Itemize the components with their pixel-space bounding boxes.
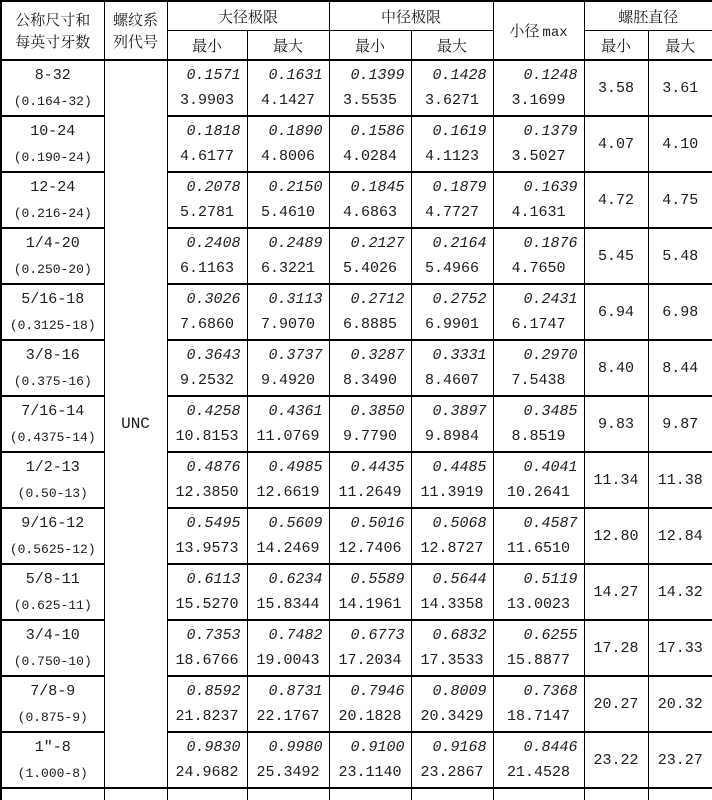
partial-cutoff-row xyxy=(1,788,712,800)
pitch-min-cell xyxy=(329,172,411,228)
major-max-cell xyxy=(247,228,329,284)
major-min-inch-value: 0.1818 xyxy=(186,123,241,140)
major-max-cell xyxy=(247,620,329,676)
header-thread-series-line1: 螺纹系 xyxy=(112,10,158,29)
minor-max-inch-value: 0.2431 xyxy=(523,291,578,308)
blank-max-cell: 17.33 xyxy=(648,620,712,676)
series-designation-cell: UNC xyxy=(104,60,167,788)
pitch-min-mm-value: 23.1140 xyxy=(338,764,402,781)
pitch-min-cell xyxy=(329,620,411,676)
size-label: 1"-8 xyxy=(34,739,71,756)
pitch-max-inch-value: 0.8009 xyxy=(432,683,487,700)
minor-max-mm-value: 7.5438 xyxy=(511,372,566,389)
pitch-max-cell xyxy=(411,284,493,340)
minor-max-mm-value: 4.1631 xyxy=(511,204,566,221)
pitch-max-mm-value: 12.8727 xyxy=(420,540,484,557)
size-cell xyxy=(1,396,104,452)
size-decimal-label: (0.50-13) xyxy=(17,486,88,501)
minor-max-cell xyxy=(493,60,584,116)
blank-min-cell: 8.40 xyxy=(584,340,648,396)
blank-max-cell: 23.27 xyxy=(648,732,712,788)
header-group-row xyxy=(1,1,712,31)
blank-min-cell: 4.72 xyxy=(584,172,648,228)
pitch-min-mm-value: 8.3490 xyxy=(343,372,398,389)
minor-max-mm-value: 10.2641 xyxy=(507,484,571,501)
blank-min-cell: 17.28 xyxy=(584,620,648,676)
major-max-cell xyxy=(247,284,329,340)
major-max-cell xyxy=(247,452,329,508)
major-max-mm-value: 6.3221 xyxy=(261,260,316,277)
pitch-max-mm-value: 14.3358 xyxy=(420,596,484,613)
pitch-min-cell xyxy=(329,396,411,452)
major-max-inch-value: 0.3737 xyxy=(268,347,323,364)
major-max-mm-value: 14.2469 xyxy=(256,540,320,557)
size-label: 1/4-20 xyxy=(25,235,80,252)
major-max-mm-value: 4.8006 xyxy=(261,148,316,165)
major-min-mm-value: 15.5270 xyxy=(175,596,239,613)
header-thread-series xyxy=(104,1,167,60)
major-min-cell xyxy=(167,620,247,676)
pitch-min-inch-value: 0.4435 xyxy=(350,459,405,476)
blank-min-cell: 4.07 xyxy=(584,116,648,172)
pitch-max-cell xyxy=(411,508,493,564)
pitch-max-inch-value: 0.1619 xyxy=(432,123,487,140)
minor-max-cell xyxy=(493,452,584,508)
major-min-inch-value: 0.6113 xyxy=(186,571,241,588)
header-nominal-size-line2: 每英寸牙数 xyxy=(15,32,91,51)
header-thread-series-line2: 列代号 xyxy=(112,32,158,51)
blank-max-cell: 9.87 xyxy=(648,396,712,452)
major-max-mm-value: 25.3492 xyxy=(256,764,320,781)
major-min-cell xyxy=(167,172,247,228)
size-label: 8-32 xyxy=(34,67,71,84)
size-decimal-label: (0.875-9) xyxy=(17,710,88,725)
major-min-cell xyxy=(167,116,247,172)
major-max-inch-value: 0.4985 xyxy=(268,459,323,476)
pitch-max-mm-value: 23.2867 xyxy=(420,764,484,781)
pitch-max-inch-value: 0.1428 xyxy=(432,67,487,84)
blank-min-cell: 5.45 xyxy=(584,228,648,284)
pitch-max-mm-value: 4.1123 xyxy=(425,148,480,165)
header-blank-diameter: 螺胚直径 xyxy=(584,1,712,31)
pitch-min-inch-value: 0.2712 xyxy=(350,291,405,308)
blank-min-cell: 20.27 xyxy=(584,676,648,732)
minor-max-inch-value: 0.5119 xyxy=(523,571,578,588)
minor-max-mm-value: 3.1699 xyxy=(511,92,566,109)
major-min-inch-value: 0.3026 xyxy=(186,291,241,308)
blank-min-cell: 3.58 xyxy=(584,60,648,116)
major-min-inch-value: 0.4258 xyxy=(186,403,241,420)
pitch-max-mm-value: 4.7727 xyxy=(425,204,480,221)
pitch-min-mm-value: 17.2034 xyxy=(338,652,402,669)
size-decimal-label: (0.190-24) xyxy=(13,150,92,165)
pitch-max-cell xyxy=(411,620,493,676)
minor-max-mm-value: 13.0023 xyxy=(507,596,571,613)
major-min-cell xyxy=(167,60,247,116)
minor-max-inch-value: 0.3485 xyxy=(523,403,578,420)
pitch-min-mm-value: 5.4026 xyxy=(343,260,398,277)
pitch-min-mm-value: 14.1961 xyxy=(338,596,402,613)
size-decimal-label: (1.000-8) xyxy=(17,766,88,781)
pitch-max-mm-value: 6.9901 xyxy=(425,316,480,333)
minor-max-cell xyxy=(493,508,584,564)
major-min-mm-value: 7.6860 xyxy=(179,316,234,333)
size-cell xyxy=(1,340,104,396)
size-decimal-label: (0.5625-12) xyxy=(9,542,96,557)
major-min-mm-value: 24.9682 xyxy=(175,764,239,781)
pitch-min-mm-value: 3.5535 xyxy=(343,92,398,109)
major-max-mm-value: 15.8344 xyxy=(256,596,320,613)
size-decimal-label: (0.3125-18) xyxy=(9,318,96,333)
major-max-mm-value: 9.4920 xyxy=(261,372,316,389)
major-min-mm-value: 10.8153 xyxy=(175,428,239,445)
pitch-max-cell xyxy=(411,452,493,508)
minor-max-cell xyxy=(493,620,584,676)
major-max-cell xyxy=(247,396,329,452)
pitch-max-mm-value: 11.3919 xyxy=(420,484,484,501)
blank-max-cell: 6.98 xyxy=(648,284,712,340)
major-min-inch-value: 0.5495 xyxy=(186,515,241,532)
minor-max-cell xyxy=(493,228,584,284)
pitch-min-cell xyxy=(329,284,411,340)
major-max-inch-value: 0.2489 xyxy=(268,235,323,252)
size-label: 3/8-16 xyxy=(25,347,80,364)
blank-max-cell: 8.44 xyxy=(648,340,712,396)
pitch-min-inch-value: 0.5589 xyxy=(350,571,405,588)
major-max-cell xyxy=(247,508,329,564)
blank-min-cell: 6.94 xyxy=(584,284,648,340)
pitch-max-mm-value: 8.4607 xyxy=(425,372,480,389)
minor-max-mm-value: 15.8877 xyxy=(507,652,571,669)
pitch-min-inch-value: 0.2127 xyxy=(350,235,405,252)
header-nominal-size xyxy=(1,1,104,60)
blank-max-cell: 4.10 xyxy=(648,116,712,172)
major-min-inch-value: 0.2078 xyxy=(186,179,241,196)
pitch-max-mm-value: 17.3533 xyxy=(420,652,484,669)
minor-max-inch-value: 0.8446 xyxy=(523,739,578,756)
minor-max-inch-value: 0.7368 xyxy=(523,683,578,700)
pitch-min-mm-value: 4.6863 xyxy=(343,204,398,221)
blank-max-cell: 20.32 xyxy=(648,676,712,732)
header-pitch-min: 最小 xyxy=(329,31,411,61)
major-min-inch-value: 0.2408 xyxy=(186,235,241,252)
pitch-max-inch-value: 0.9168 xyxy=(432,739,487,756)
header-pitch-diameter-limits: 中径极限 xyxy=(329,1,493,31)
pitch-max-inch-value: 0.5644 xyxy=(432,571,487,588)
minor-max-mm-value: 6.1747 xyxy=(511,316,566,333)
major-max-cell xyxy=(247,732,329,788)
size-label: 5/16-18 xyxy=(21,291,85,308)
minor-max-cell xyxy=(493,564,584,620)
size-cell xyxy=(1,228,104,284)
pitch-min-cell xyxy=(329,60,411,116)
blank-min-cell: 12.80 xyxy=(584,508,648,564)
pitch-min-inch-value: 0.6773 xyxy=(350,627,405,644)
size-cell xyxy=(1,284,104,340)
minor-max-mm-value: 4.7650 xyxy=(511,260,566,277)
major-max-inch-value: 0.4361 xyxy=(268,403,323,420)
blank-min-cell: 14.27 xyxy=(584,564,648,620)
minor-max-mm-value: 18.7147 xyxy=(507,708,571,725)
size-label: 7/8-9 xyxy=(30,683,76,700)
major-min-inch-value: 0.4876 xyxy=(186,459,241,476)
blank-max-cell: 11.38 xyxy=(648,452,712,508)
pitch-min-cell xyxy=(329,340,411,396)
size-cell xyxy=(1,116,104,172)
blank-max-cell: 14.32 xyxy=(648,564,712,620)
size-cell xyxy=(1,508,104,564)
major-max-inch-value: 0.7482 xyxy=(268,627,323,644)
major-min-cell xyxy=(167,676,247,732)
major-max-inch-value: 0.8731 xyxy=(268,683,323,700)
major-min-inch-value: 0.7353 xyxy=(186,627,241,644)
pitch-min-mm-value: 11.2649 xyxy=(338,484,402,501)
minor-max-inch-value: 0.1379 xyxy=(523,123,578,140)
major-max-cell xyxy=(247,564,329,620)
header-minor-diameter-max-suffix: max xyxy=(542,25,568,41)
size-decimal-label: (0.216-24) xyxy=(13,206,92,221)
size-decimal-label: (0.625-11) xyxy=(13,598,92,613)
major-max-cell xyxy=(247,340,329,396)
major-max-mm-value: 12.6619 xyxy=(256,484,320,501)
pitch-min-mm-value: 12.7406 xyxy=(338,540,402,557)
size-label: 12-24 xyxy=(30,179,76,196)
pitch-max-inch-value: 0.3331 xyxy=(432,347,487,364)
header-pitch-max: 最大 xyxy=(411,31,493,61)
pitch-min-inch-value: 0.5016 xyxy=(350,515,405,532)
header-major-diameter-limits: 大径极限 xyxy=(167,1,329,31)
minor-max-inch-value: 0.4041 xyxy=(523,459,578,476)
minor-max-mm-value: 21.4528 xyxy=(507,764,571,781)
major-min-inch-value: 0.3643 xyxy=(186,347,241,364)
major-max-inch-value: 0.9980 xyxy=(268,739,323,756)
size-label: 5/8-11 xyxy=(25,571,80,588)
pitch-min-inch-value: 0.1586 xyxy=(350,123,405,140)
pitch-max-cell xyxy=(411,732,493,788)
pitch-max-cell xyxy=(411,396,493,452)
size-decimal-label: (0.750-10) xyxy=(13,654,92,669)
pitch-max-cell xyxy=(411,340,493,396)
major-min-cell xyxy=(167,452,247,508)
pitch-max-inch-value: 0.2164 xyxy=(432,235,487,252)
header-major-min: 最小 xyxy=(167,31,247,61)
minor-max-cell xyxy=(493,340,584,396)
major-min-cell xyxy=(167,340,247,396)
major-max-mm-value: 19.0043 xyxy=(256,652,320,669)
minor-max-cell xyxy=(493,284,584,340)
size-cell xyxy=(1,620,104,676)
size-label: 9/16-12 xyxy=(21,515,85,532)
major-min-mm-value: 5.2781 xyxy=(179,204,234,221)
pitch-max-mm-value: 20.3429 xyxy=(420,708,484,725)
blank-min-cell: 23.22 xyxy=(584,732,648,788)
minor-max-inch-value: 0.1639 xyxy=(523,179,578,196)
size-cell xyxy=(1,452,104,508)
pitch-min-cell xyxy=(329,452,411,508)
pitch-max-cell xyxy=(411,172,493,228)
minor-max-mm-value: 8.8519 xyxy=(511,428,566,445)
pitch-min-inch-value: 0.1399 xyxy=(350,67,405,84)
minor-max-cell xyxy=(493,116,584,172)
major-max-inch-value: 0.5609 xyxy=(268,515,323,532)
pitch-min-cell xyxy=(329,564,411,620)
major-min-mm-value: 21.8237 xyxy=(175,708,239,725)
major-max-inch-value: 0.2150 xyxy=(268,179,323,196)
size-cell xyxy=(1,564,104,620)
major-max-mm-value: 4.1427 xyxy=(261,92,316,109)
pitch-max-inch-value: 0.5068 xyxy=(432,515,487,532)
pitch-min-inch-value: 0.7946 xyxy=(350,683,405,700)
header-minor-diameter-max xyxy=(493,1,584,60)
major-min-mm-value: 9.2532 xyxy=(179,372,234,389)
pitch-max-cell xyxy=(411,116,493,172)
minor-max-cell xyxy=(493,172,584,228)
size-cell xyxy=(1,172,104,228)
minor-max-inch-value: 0.4587 xyxy=(523,515,578,532)
header-major-max: 最大 xyxy=(247,31,329,61)
size-cell xyxy=(1,60,104,116)
header-minor-diameter-label: 小径 xyxy=(509,22,540,40)
pitch-max-inch-value: 0.6832 xyxy=(432,627,487,644)
major-max-cell xyxy=(247,116,329,172)
major-min-cell xyxy=(167,508,247,564)
pitch-min-inch-value: 0.9100 xyxy=(350,739,405,756)
major-min-mm-value: 4.6177 xyxy=(179,148,234,165)
header-blank-min: 最小 xyxy=(584,31,648,61)
pitch-min-mm-value: 20.1828 xyxy=(338,708,402,725)
pitch-min-inch-value: 0.1845 xyxy=(350,179,405,196)
pitch-min-cell xyxy=(329,116,411,172)
major-min-cell xyxy=(167,564,247,620)
major-max-mm-value: 7.9070 xyxy=(261,316,316,333)
pitch-min-cell xyxy=(329,508,411,564)
major-max-inch-value: 0.6234 xyxy=(268,571,323,588)
minor-max-cell xyxy=(493,732,584,788)
table-partial-bottom xyxy=(1,788,712,800)
major-max-mm-value: 11.0769 xyxy=(256,428,320,445)
pitch-min-cell xyxy=(329,732,411,788)
pitch-max-mm-value: 5.4966 xyxy=(425,260,480,277)
minor-max-cell xyxy=(493,676,584,732)
blank-max-cell: 5.48 xyxy=(648,228,712,284)
size-decimal-label: (0.375-16) xyxy=(13,374,92,389)
minor-max-mm-value: 11.6510 xyxy=(507,540,571,557)
header-nominal-size-line1: 公称尺寸和 xyxy=(15,10,91,29)
major-min-cell xyxy=(167,284,247,340)
pitch-max-inch-value: 0.1879 xyxy=(432,179,487,196)
pitch-min-mm-value: 6.8885 xyxy=(343,316,398,333)
major-min-cell xyxy=(167,396,247,452)
size-decimal-label: (0.4375-14) xyxy=(9,430,96,445)
major-max-cell xyxy=(247,172,329,228)
table-row xyxy=(1,60,712,116)
major-max-mm-value: 5.4610 xyxy=(261,204,316,221)
minor-max-mm-value: 3.5027 xyxy=(511,148,566,165)
size-cell xyxy=(1,676,104,732)
major-min-cell xyxy=(167,732,247,788)
pitch-max-inch-value: 0.3897 xyxy=(432,403,487,420)
pitch-max-inch-value: 0.4485 xyxy=(432,459,487,476)
size-label: 7/16-14 xyxy=(21,403,85,420)
major-max-mm-value: 22.1767 xyxy=(256,708,320,725)
minor-max-inch-value: 0.1248 xyxy=(523,67,578,84)
major-min-inch-value: 0.8592 xyxy=(186,683,241,700)
pitch-min-inch-value: 0.3850 xyxy=(350,403,405,420)
major-min-mm-value: 12.3850 xyxy=(175,484,239,501)
blank-min-cell: 11.34 xyxy=(584,452,648,508)
pitch-max-inch-value: 0.2752 xyxy=(432,291,487,308)
pitch-min-cell xyxy=(329,676,411,732)
blank-max-cell: 3.61 xyxy=(648,60,712,116)
minor-max-inch-value: 0.6255 xyxy=(523,627,578,644)
major-min-inch-value: 0.1571 xyxy=(186,67,241,84)
pitch-max-cell xyxy=(411,676,493,732)
blank-max-cell: 4.75 xyxy=(648,172,712,228)
minor-max-inch-value: 0.2970 xyxy=(523,347,578,364)
blank-min-cell: 9.83 xyxy=(584,396,648,452)
minor-max-cell xyxy=(493,396,584,452)
pitch-min-mm-value: 4.0284 xyxy=(343,148,398,165)
major-max-inch-value: 0.3113 xyxy=(268,291,323,308)
header-blank-max: 最大 xyxy=(648,31,712,61)
major-min-mm-value: 6.1163 xyxy=(179,260,234,277)
minor-max-inch-value: 0.1876 xyxy=(523,235,578,252)
major-max-cell xyxy=(247,60,329,116)
major-min-mm-value: 3.9903 xyxy=(179,92,234,109)
major-min-inch-value: 0.9830 xyxy=(186,739,241,756)
size-label: 10-24 xyxy=(30,123,76,140)
pitch-max-cell xyxy=(411,228,493,284)
major-max-cell xyxy=(247,676,329,732)
size-decimal-label: (0.250-20) xyxy=(13,262,92,277)
pitch-max-cell xyxy=(411,60,493,116)
major-min-mm-value: 18.6766 xyxy=(175,652,239,669)
pitch-min-cell xyxy=(329,228,411,284)
size-label: 1/2-13 xyxy=(25,459,80,476)
blank-max-cell: 12.84 xyxy=(648,508,712,564)
pitch-min-inch-value: 0.3287 xyxy=(350,347,405,364)
pitch-max-mm-value: 3.6271 xyxy=(425,92,480,109)
pitch-max-mm-value: 9.8984 xyxy=(425,428,480,445)
size-decimal-label: (0.164-32) xyxy=(13,94,92,109)
pitch-max-cell xyxy=(411,564,493,620)
pitch-min-mm-value: 9.7790 xyxy=(343,428,398,445)
major-max-inch-value: 0.1631 xyxy=(268,67,323,84)
major-min-cell xyxy=(167,228,247,284)
size-cell xyxy=(1,732,104,788)
major-min-mm-value: 13.9573 xyxy=(175,540,239,557)
table-body xyxy=(1,60,712,788)
size-label: 3/4-10 xyxy=(25,627,80,644)
major-max-inch-value: 0.1890 xyxy=(268,123,323,140)
